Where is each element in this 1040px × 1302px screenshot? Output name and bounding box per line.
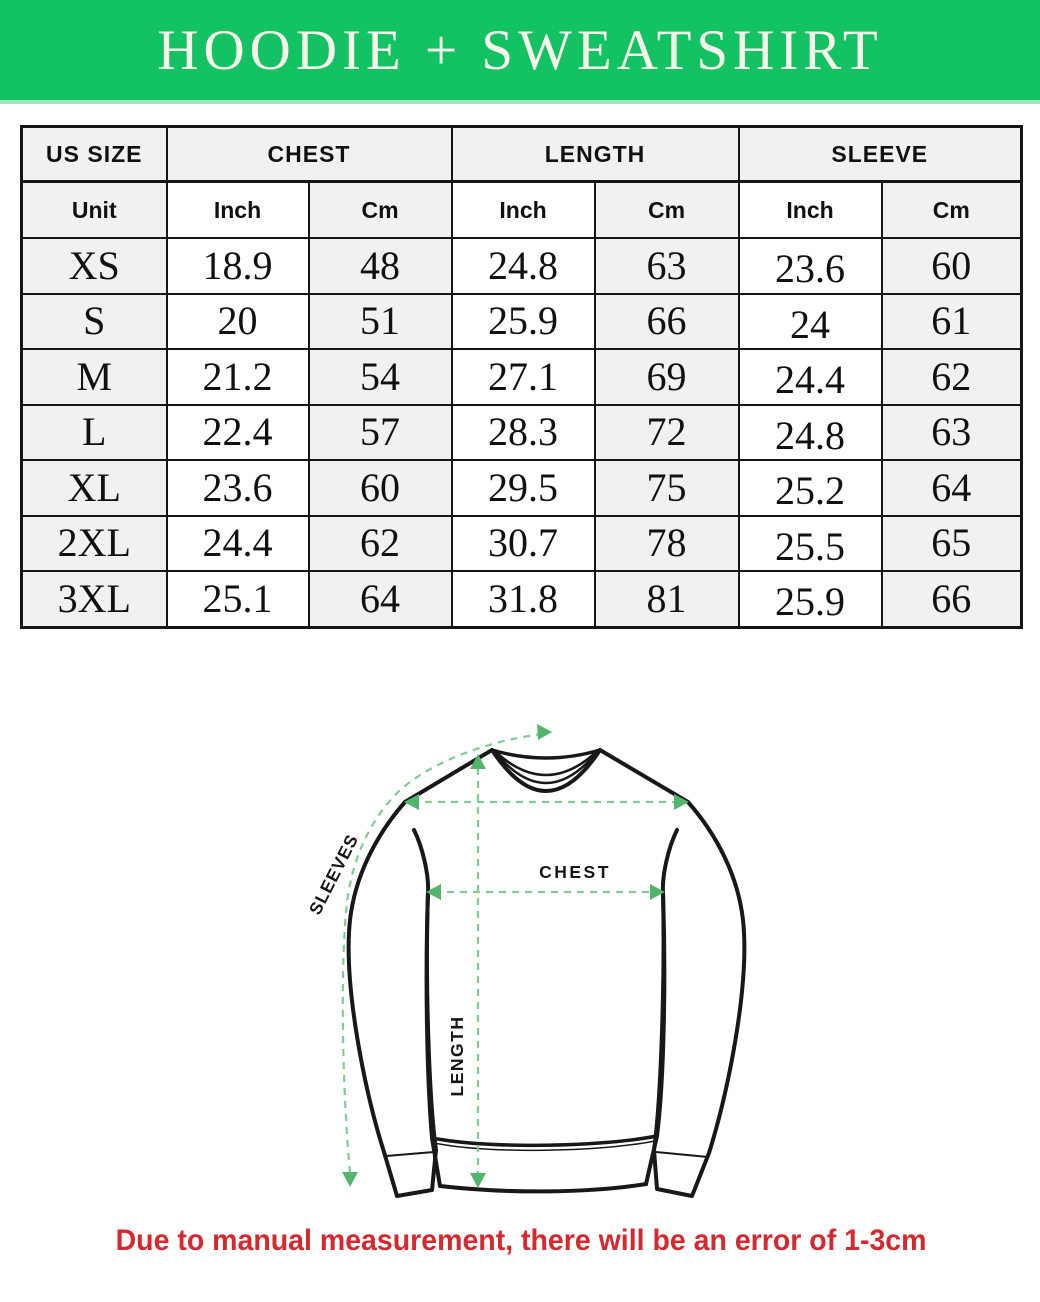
measurement-cell: 48 xyxy=(309,238,452,294)
measurement-cell: 72 xyxy=(595,405,739,461)
measurement-cell: 62 xyxy=(882,349,1022,405)
measurement-cell: 63 xyxy=(595,238,739,294)
measurement-cell: 25.2 xyxy=(739,460,882,516)
measurement-cell: 61 xyxy=(882,294,1022,350)
measurement-cell: 63 xyxy=(882,405,1022,461)
measurement-cell: 75 xyxy=(595,460,739,516)
measurement-cell: 22.4 xyxy=(167,405,309,461)
length-bottom-arrow-icon xyxy=(470,1173,486,1188)
measurement-cell: 27.1 xyxy=(452,349,595,405)
measurement-lines xyxy=(343,734,681,1174)
measurement-cell: 25.1 xyxy=(167,571,309,627)
table-unit-header-row xyxy=(22,182,1022,239)
measurement-cell: 81 xyxy=(595,571,739,627)
measurement-cell: 57 xyxy=(309,405,452,461)
measurement-cell: 29.5 xyxy=(452,460,595,516)
length-label: LENGTH xyxy=(447,1015,467,1097)
size-label-cell: M xyxy=(22,349,167,405)
chest-label: CHEST xyxy=(539,862,611,882)
measurement-cell: 66 xyxy=(595,294,739,350)
measurement-cell: 78 xyxy=(595,516,739,572)
measurement-cell: 20 xyxy=(167,294,309,350)
unit-header-chest-cm: Cm xyxy=(309,182,452,239)
collar xyxy=(492,750,600,791)
measurement-cell: 65 xyxy=(882,516,1022,572)
size-table xyxy=(20,125,1023,629)
col-header-us-size: US SIZE xyxy=(22,127,167,182)
col-header-chest: CHEST xyxy=(167,127,452,182)
unit-header-sleeve-inch: Inch xyxy=(739,182,882,239)
measurement-cell: 25.5 xyxy=(739,516,882,572)
measurement-arrowheads xyxy=(342,724,689,1188)
table-row xyxy=(22,349,1022,405)
measurement-cell: 24 xyxy=(739,294,882,350)
measurement-cell: 21.2 xyxy=(167,349,309,405)
col-header-length: LENGTH xyxy=(452,127,739,182)
size-label-cell: 2XL xyxy=(22,516,167,572)
sweatshirt-outline xyxy=(349,750,745,1196)
size-label-cell: S xyxy=(22,294,167,350)
measurement-cell: 62 xyxy=(309,516,452,572)
measurement-cell: 30.7 xyxy=(452,516,595,572)
measurement-cell: 64 xyxy=(882,460,1022,516)
unit-header-chest-inch: Inch xyxy=(167,182,309,239)
size-chart xyxy=(20,125,1020,629)
measurement-cell: 69 xyxy=(595,349,739,405)
measurement-cell: 51 xyxy=(309,294,452,350)
unit-header-length-inch: Inch xyxy=(452,182,595,239)
measurement-cell: 64 xyxy=(309,571,452,627)
unit-header: Unit xyxy=(22,182,167,239)
table-row xyxy=(22,460,1022,516)
sleeves-label: SLEEVES xyxy=(304,830,363,918)
size-label-cell: L xyxy=(22,405,167,461)
measurement-cell: 25.9 xyxy=(452,294,595,350)
measurement-cell: 24.8 xyxy=(452,238,595,294)
size-table-body xyxy=(22,238,1022,627)
measurement-disclaimer: Due to manual measurement, there will be an error of 1-3cm xyxy=(115,1224,927,1257)
unit-header-sleeve-cm: Cm xyxy=(882,182,1022,239)
size-label-cell: XS xyxy=(22,238,167,294)
table-row xyxy=(22,294,1022,350)
measurement-cell: 54 xyxy=(309,349,452,405)
table-row xyxy=(22,571,1022,627)
table-row xyxy=(22,405,1022,461)
size-label-cell: XL xyxy=(22,460,167,516)
measurement-cell: 23.6 xyxy=(167,460,309,516)
measurement-cell: 60 xyxy=(309,460,452,516)
table-row xyxy=(22,516,1022,572)
measurement-cell: 23.6 xyxy=(739,238,882,294)
sleeves-top-arrow-icon xyxy=(537,724,552,740)
measurement-cell: 24.4 xyxy=(167,516,309,572)
measurement-cell: 24.8 xyxy=(739,405,882,461)
sweatshirt-measurement-diagram xyxy=(280,680,800,1220)
measurement-cell: 24.4 xyxy=(739,349,882,405)
measurement-cell: 25.9 xyxy=(739,571,882,627)
table-row xyxy=(22,238,1022,294)
measurement-cell: 18.9 xyxy=(167,238,309,294)
size-label-cell: 3XL xyxy=(22,571,167,627)
measurement-cell: 66 xyxy=(882,571,1022,627)
measurement-cell: 31.8 xyxy=(452,571,595,627)
col-header-sleeve: SLEEVE xyxy=(739,127,1022,182)
header-banner xyxy=(0,0,1040,104)
unit-header-length-cm: Cm xyxy=(595,182,739,239)
sleeves-bottom-arrow-icon xyxy=(342,1172,358,1187)
table-group-header-row xyxy=(22,127,1022,182)
measurement-cell: 28.3 xyxy=(452,405,595,461)
page-title: HOODIE + SWEATSHIRT xyxy=(157,18,883,82)
measurement-cell: 60 xyxy=(882,238,1022,294)
